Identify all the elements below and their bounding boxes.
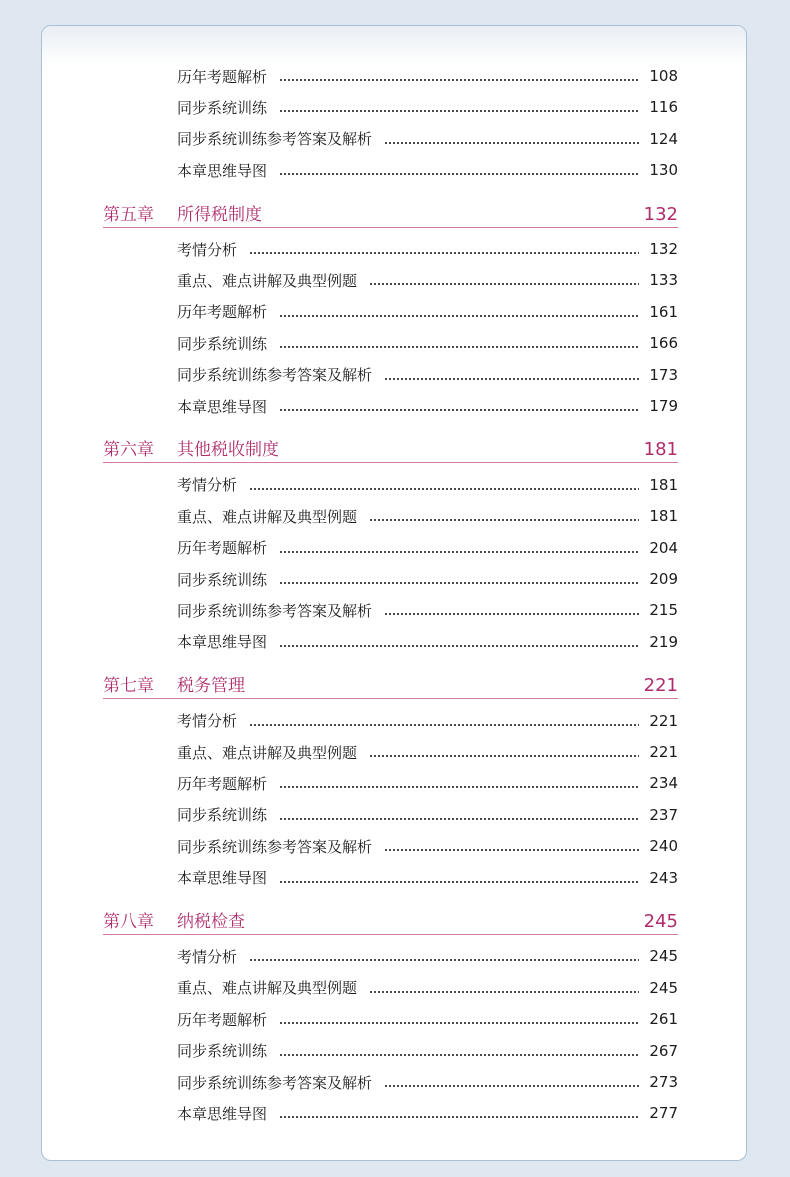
- toc-entry[interactable]: [177, 473, 678, 497]
- toc-entry-title: 考情分析: [177, 240, 238, 259]
- toc-card: [41, 25, 747, 1161]
- dot-leader: [279, 110, 639, 112]
- dot-leader: [384, 378, 639, 380]
- dot-leader: [249, 488, 639, 490]
- dot-leader: [279, 818, 639, 820]
- toc-entry-title: 本章思维导图: [177, 1104, 268, 1123]
- toc-entry-page: 215: [649, 601, 678, 620]
- dot-leader: [279, 1054, 639, 1056]
- dot-leader: [369, 991, 639, 993]
- dot-leader: [279, 409, 639, 411]
- toc-entry-title: 重点、难点讲解及典型例题: [177, 743, 358, 762]
- toc-entry[interactable]: [177, 771, 678, 795]
- toc-entry-title: 同步系统训练参考答案及解析: [177, 130, 373, 149]
- toc-entry[interactable]: [177, 536, 678, 560]
- toc-entry-title: 本章思维导图: [177, 869, 268, 888]
- dot-leader: [279, 551, 639, 553]
- toc-entry[interactable]: [177, 158, 678, 182]
- toc-entry-page: 133: [649, 271, 678, 290]
- toc-entry[interactable]: [177, 1070, 678, 1094]
- toc-entry-title: 考情分析: [177, 476, 238, 495]
- toc-entry[interactable]: [177, 64, 678, 88]
- toc-entry-title: 历年考题解析: [177, 1010, 268, 1029]
- toc-entry-title: 重点、难点讲解及典型例题: [177, 507, 358, 526]
- dot-leader: [369, 519, 639, 521]
- toc-entry-title: 同步系统训练参考答案及解析: [177, 1073, 373, 1092]
- chapter-title: 其他税收制度: [177, 440, 279, 461]
- toc-entry-page: 108: [649, 67, 678, 85]
- toc-entry[interactable]: [177, 268, 678, 292]
- toc-entry-page: 166: [649, 334, 678, 353]
- toc-entry-page: 237: [649, 805, 678, 824]
- chapter-title: 税务管理: [177, 676, 245, 697]
- toc-entry-page: 181: [649, 475, 678, 494]
- toc-entry-title: 历年考题解析: [177, 539, 268, 558]
- toc-entry-title: 历年考题解析: [177, 303, 268, 322]
- toc-entry[interactable]: [177, 300, 678, 324]
- toc-entry[interactable]: [177, 1039, 678, 1063]
- toc-entry-page: 267: [649, 1041, 678, 1060]
- chapter-page-number: 181: [643, 439, 678, 461]
- toc-entry-page: 261: [649, 1010, 678, 1029]
- dot-leader: [249, 959, 639, 961]
- toc-entry[interactable]: [177, 834, 678, 858]
- dot-leader: [279, 173, 639, 175]
- chapter-number: 第七章: [103, 676, 154, 697]
- dot-leader: [279, 881, 639, 883]
- dot-leader: [279, 1116, 639, 1118]
- chapter-heading[interactable]: [103, 674, 678, 699]
- toc-entry[interactable]: [177, 709, 678, 733]
- toc-entry-title: 同步系统训练: [177, 570, 268, 589]
- toc-entry-page: 234: [649, 774, 678, 793]
- toc-entry[interactable]: [177, 363, 678, 387]
- toc-entry-title: 同步系统训练参考答案及解析: [177, 601, 373, 620]
- toc-entry-page: 209: [649, 570, 678, 588]
- toc-entry-title: 同步系统训练: [177, 334, 268, 353]
- toc-entry-title: 考情分析: [177, 947, 238, 966]
- toc-entry-page: 116: [649, 98, 678, 117]
- toc-entry-page: 204: [649, 538, 678, 557]
- toc-entry-title: 历年考题解析: [177, 774, 268, 793]
- toc-entry[interactable]: [177, 127, 678, 151]
- dot-leader: [279, 786, 639, 788]
- chapter-page-number: 132: [643, 203, 678, 225]
- toc-entry-title: 历年考题解析: [177, 67, 268, 86]
- chapter-number: 第八章: [103, 912, 154, 932]
- toc-entry-title: 本章思维导图: [177, 397, 268, 416]
- chapter-heading[interactable]: [103, 910, 678, 935]
- toc-entry[interactable]: [177, 504, 678, 528]
- toc-entry-title: 同步系统训练: [177, 806, 268, 825]
- toc-entry[interactable]: [177, 567, 678, 591]
- toc-entry[interactable]: [177, 866, 678, 890]
- toc-entry-page: 179: [649, 397, 678, 415]
- toc-entry[interactable]: [177, 803, 678, 827]
- toc-entry-title: 考情分析: [177, 712, 238, 731]
- chapter-number: 第五章: [103, 204, 154, 225]
- toc-entry-page: 130: [649, 161, 678, 180]
- dot-leader: [384, 142, 639, 144]
- chapter-heading[interactable]: [103, 438, 678, 463]
- toc-entry-title: 同步系统训练: [177, 98, 268, 117]
- toc-entry-page: 240: [649, 837, 678, 856]
- toc-entry-page: 273: [649, 1073, 678, 1091]
- toc-entry[interactable]: [177, 237, 678, 261]
- chapter-title: 纳税检查: [177, 912, 245, 932]
- toc-entry-page: 277: [649, 1104, 678, 1123]
- toc-entry[interactable]: [177, 1101, 678, 1125]
- toc-entry[interactable]: [177, 95, 678, 119]
- toc-entry[interactable]: [177, 394, 678, 418]
- toc-entry[interactable]: [177, 331, 678, 355]
- toc-entry-page: 161: [649, 302, 678, 321]
- chapter-title: 所得税制度: [177, 204, 262, 225]
- toc-entry-page: 173: [649, 365, 678, 384]
- dot-leader: [384, 849, 639, 851]
- toc-entry-title: 本章思维导图: [177, 633, 268, 652]
- dot-leader: [249, 724, 639, 726]
- chapter-page-number: 221: [643, 675, 678, 697]
- dot-leader: [384, 1085, 639, 1087]
- dot-leader: [369, 755, 639, 757]
- toc-entry-page: 219: [649, 632, 678, 651]
- toc-entry[interactable]: [177, 976, 678, 1000]
- dot-leader: [279, 346, 639, 348]
- dot-leader: [279, 79, 639, 81]
- toc-entry-page: 243: [649, 868, 678, 887]
- toc-entry[interactable]: [177, 740, 678, 764]
- toc-entry-page: 221: [649, 711, 678, 730]
- dot-leader: [279, 315, 639, 317]
- toc-entry-title: 同步系统训练参考答案及解析: [177, 366, 373, 385]
- toc-entry-page: 245: [649, 947, 678, 966]
- toc-entry[interactable]: [177, 1007, 678, 1031]
- toc-entry-page: 221: [649, 743, 678, 761]
- toc-entry-title: 重点、难点讲解及典型例题: [177, 271, 358, 290]
- chapter-page-number: 245: [643, 911, 678, 932]
- dot-leader: [384, 613, 639, 615]
- dot-leader: [279, 582, 639, 584]
- chapter-heading[interactable]: [103, 203, 678, 228]
- dot-leader: [279, 1022, 639, 1024]
- dot-leader: [279, 645, 639, 647]
- dot-leader: [249, 252, 639, 254]
- toc-entry-page: 132: [649, 240, 678, 258]
- toc-entry-title: 重点、难点讲解及典型例题: [177, 979, 358, 998]
- toc-entry-title: 本章思维导图: [177, 161, 268, 180]
- toc-entry-page: 245: [649, 978, 678, 997]
- dot-leader: [369, 283, 639, 285]
- toc-entry-title: 同步系统训练: [177, 1042, 268, 1061]
- toc-entry-page: 181: [649, 507, 678, 526]
- toc-entry-title: 同步系统训练参考答案及解析: [177, 837, 373, 856]
- toc-entry[interactable]: [177, 944, 678, 968]
- chapter-number: 第六章: [103, 440, 154, 461]
- toc-entry[interactable]: [177, 630, 678, 654]
- toc-entry[interactable]: [177, 598, 678, 622]
- toc-entry-page: 124: [649, 129, 678, 148]
